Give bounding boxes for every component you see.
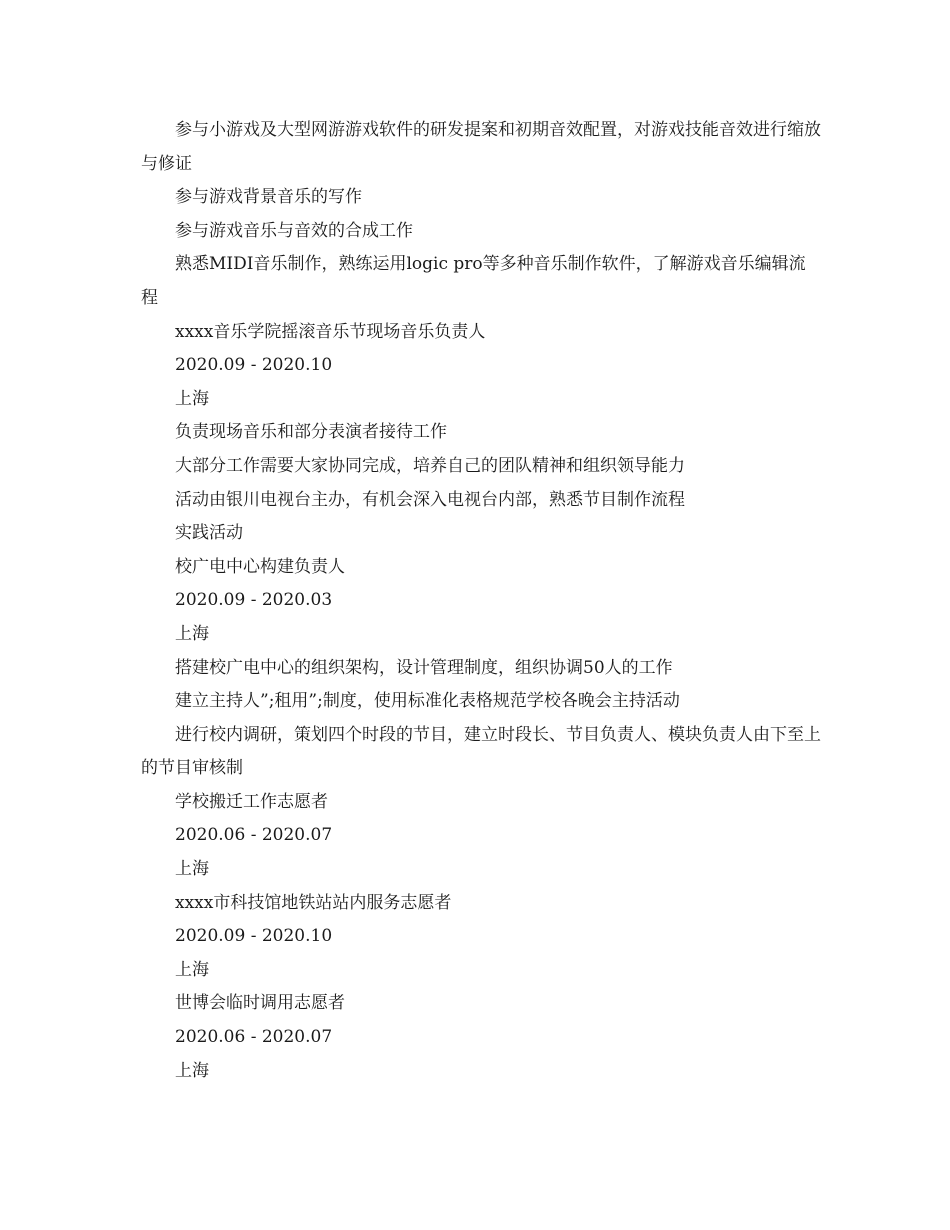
paragraph: 活动由银川电视台主办，有机会深入电视台内部，熟悉节目制作流程 bbox=[175, 489, 685, 510]
paragraph: 参与游戏音乐与音效的合成工作 bbox=[175, 220, 413, 241]
date-range: 2020.09 - 2020.10 bbox=[175, 355, 333, 376]
paragraph: 学校搬迁工作志愿者 bbox=[175, 791, 328, 812]
date-range: 2020.09 - 2020.10 bbox=[175, 926, 333, 947]
location: 上海 bbox=[175, 623, 209, 644]
document-body bbox=[141, 114, 821, 1088]
paragraph: 参与小游戏及大型网游游戏软件的研发提案和初期音效配置，对游戏技能音效进行缩放与修证 bbox=[141, 120, 821, 174]
location: 上海 bbox=[175, 388, 209, 409]
paragraph: 参与游戏背景音乐的写作 bbox=[175, 187, 362, 208]
paragraph: 世博会临时调用志愿者 bbox=[175, 993, 345, 1014]
paragraph: xxxx音乐学院摇滚音乐节现场音乐负责人 bbox=[175, 321, 486, 342]
date-range: 2020.06 - 2020.07 bbox=[175, 1027, 333, 1048]
location: 上海 bbox=[175, 859, 209, 880]
paragraph: 进行校内调研，策划四个时段的节目，建立时段长、节目负责人、模块负责人由下至上的节目审核制 bbox=[141, 724, 821, 779]
paragraph: xxxx市科技馆地铁站站内服务志愿者 bbox=[175, 892, 452, 913]
paragraph: 负责现场音乐和部分表演者接待工作 bbox=[175, 422, 447, 443]
date-range: 2020.09 - 2020.03 bbox=[175, 590, 333, 611]
paragraph: 建立主持人”;租用”;制度，使用标准化表格规范学校各晚会主持活动 bbox=[175, 691, 680, 712]
paragraph: 大部分工作需要大家协同完成，培养自己的团队精神和组织领导能力 bbox=[175, 455, 685, 476]
paragraph: 熟悉MIDI音乐制作，熟练运用logic pro等多种音乐制作软件，了解游戏音乐编辑流程 bbox=[141, 254, 806, 308]
location: 上海 bbox=[175, 959, 209, 980]
location: 上海 bbox=[175, 1060, 209, 1081]
date-range: 2020.06 - 2020.07 bbox=[175, 825, 333, 846]
paragraph: 搭建校广电中心的组织架构，设计管理制度，组织协调50人的工作 bbox=[175, 657, 673, 678]
section-heading: 实践活动 bbox=[175, 523, 243, 544]
paragraph: 校广电中心构建负责人 bbox=[175, 556, 345, 577]
